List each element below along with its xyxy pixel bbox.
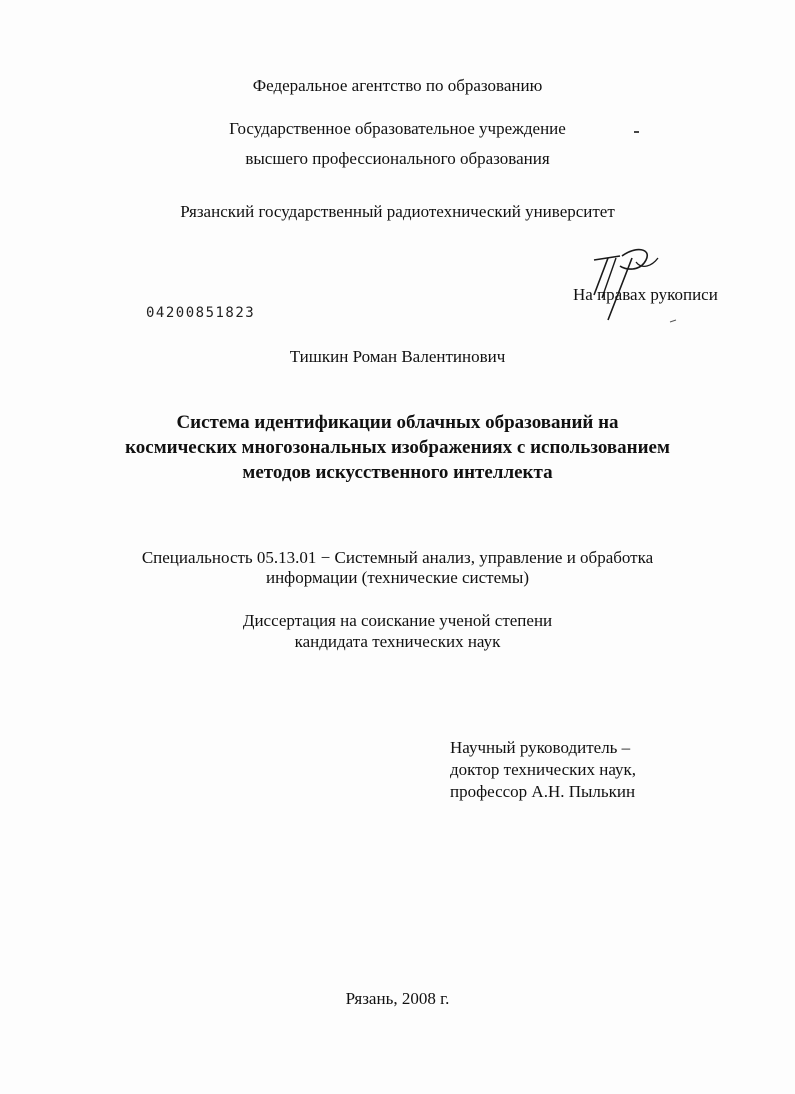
title-line-2: космических многозональных изображениях с использованием: [125, 437, 670, 458]
author-name: Тишкин Роман Валентинович: [289, 347, 506, 366]
specialty-line-2: информации (технические системы): [265, 568, 529, 587]
degree-line-2: кандидата технических наук: [294, 632, 501, 651]
supervisor-line-3: профессор А.Н. Пылькин: [450, 782, 636, 801]
agency-name: Федеральное агентство по образованию: [252, 76, 543, 95]
registration-code: 04200851823: [146, 305, 256, 321]
title-line-1: Система идентификации облачных образований на: [176, 412, 619, 433]
title-line-3: методов искусственного интеллекта: [242, 462, 553, 483]
institution-line-1: Государственное образовательное учреждение: [229, 119, 566, 138]
rights-note: На правах рукописи: [573, 285, 718, 304]
degree-line-1: Диссертация на соискание ученой степени: [242, 611, 553, 630]
supervisor-line-2: доктор технических наук,: [450, 760, 637, 779]
place-year: Рязань, 2008 г.: [345, 989, 450, 1008]
institution-line-2: высшего профессионального образования: [245, 149, 550, 168]
university-name: Рязанский государственный радиотехнический университет: [180, 202, 615, 221]
supervisor-line-1: Научный руководитель –: [450, 738, 631, 757]
scan-speck: [634, 131, 639, 133]
specialty-line-1: Специальность 05.13.01 − Системный анализ, управление и обработка: [141, 548, 654, 567]
